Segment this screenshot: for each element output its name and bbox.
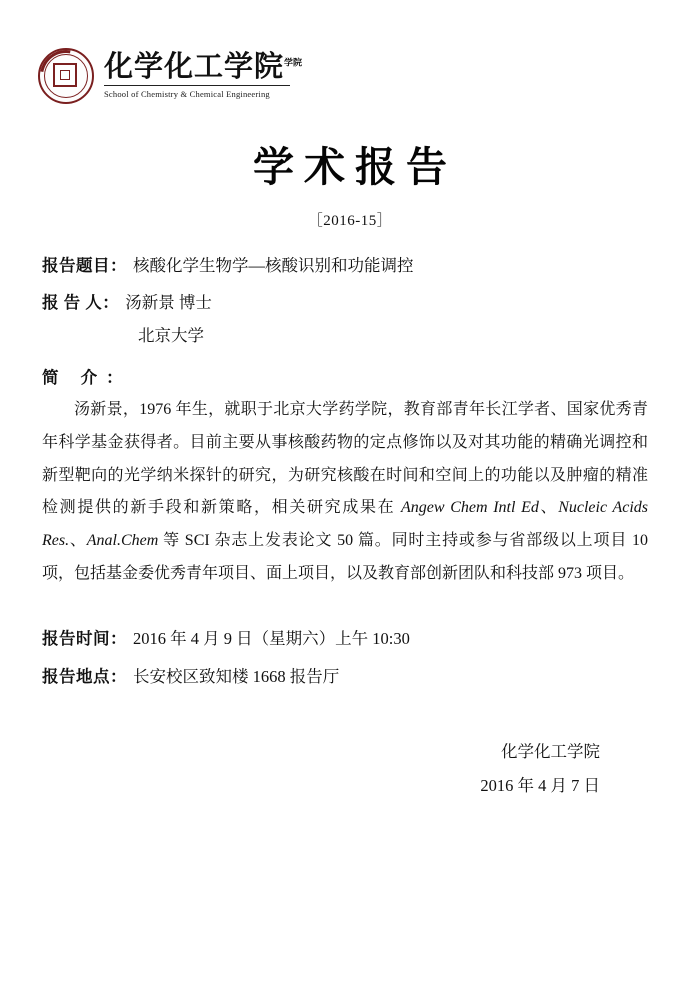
logo-divider bbox=[104, 85, 290, 86]
speaker-label: 报 告 人： bbox=[42, 293, 120, 312]
signature-block bbox=[42, 735, 652, 804]
intro-label: 简 介： bbox=[42, 368, 132, 387]
time-value: 2016 年 4 月 9 日（星期六）上午 10:30 bbox=[133, 628, 410, 648]
intro-sep-1: 、 bbox=[538, 499, 559, 517]
logo-superscript: 学院 bbox=[284, 57, 303, 68]
topic-value: 核酸化学生物学—核酸识别和功能调控 bbox=[133, 256, 414, 275]
journal-name-1: Angew Chem Intl Ed bbox=[400, 499, 539, 517]
issue-number: ［2016-15］ bbox=[307, 213, 393, 229]
signature-date: 2016 年 4 月 7 日 bbox=[480, 776, 600, 796]
document-body bbox=[0, 252, 700, 804]
place-label: 报告地点： bbox=[42, 666, 127, 686]
signature-org: 化学化工学院 bbox=[501, 741, 600, 761]
seal-inner-square bbox=[53, 63, 77, 87]
intro-text-head: 汤新景，1976 年生，就职于北京大学药学院，教育部青年长江学者、国家优秀青年科学基金获得者。目前主要从事核酸药物的定点修饰以及对其功能的精确光调控和新型靶向的光学纳米探针的研究，为研究核酸在时间和空间上的功能以及肿瘤的精准检测提供的新手段和新策略，相关研究成果在 bbox=[42, 401, 648, 517]
place-value: 长安校区致知楼 1668 报告厅 bbox=[133, 666, 340, 686]
intro-text-tail: 等 SCI 杂志上发表论文 50 篇。同时主持或参与省部级以上项目 10 项，包括基金委优秀青年项目、面上项目，以及教育部创新团队和科技部 973 项目。 bbox=[42, 532, 648, 582]
time-row bbox=[42, 625, 652, 649]
topic-row bbox=[42, 252, 652, 276]
time-label: 报告时间： bbox=[42, 628, 127, 648]
intro-paragraph bbox=[42, 394, 648, 591]
page-title: 学术报告 bbox=[253, 143, 457, 191]
university-seal-icon bbox=[38, 48, 94, 104]
speaker-row bbox=[42, 289, 652, 313]
logo-text bbox=[104, 53, 302, 99]
speaker-value: 汤新景 博士 bbox=[125, 293, 212, 312]
logo-chinese-name: 化学化工学院$^{学院}$ bbox=[104, 51, 303, 84]
intro-sep-2: 、 bbox=[69, 532, 87, 550]
journal-name-2: Nucleic Acids Res. bbox=[42, 499, 648, 550]
logistics bbox=[42, 625, 652, 687]
speaker-affiliation: 北京大学 bbox=[138, 326, 204, 345]
place-row bbox=[42, 663, 652, 687]
journal-name-3: Anal.Chem bbox=[86, 532, 159, 550]
logo-english-name: School of Chemistry & Chemical Engineering bbox=[104, 89, 270, 100]
topic-label: 报告题目： bbox=[42, 256, 127, 275]
letterhead bbox=[0, 0, 700, 104]
